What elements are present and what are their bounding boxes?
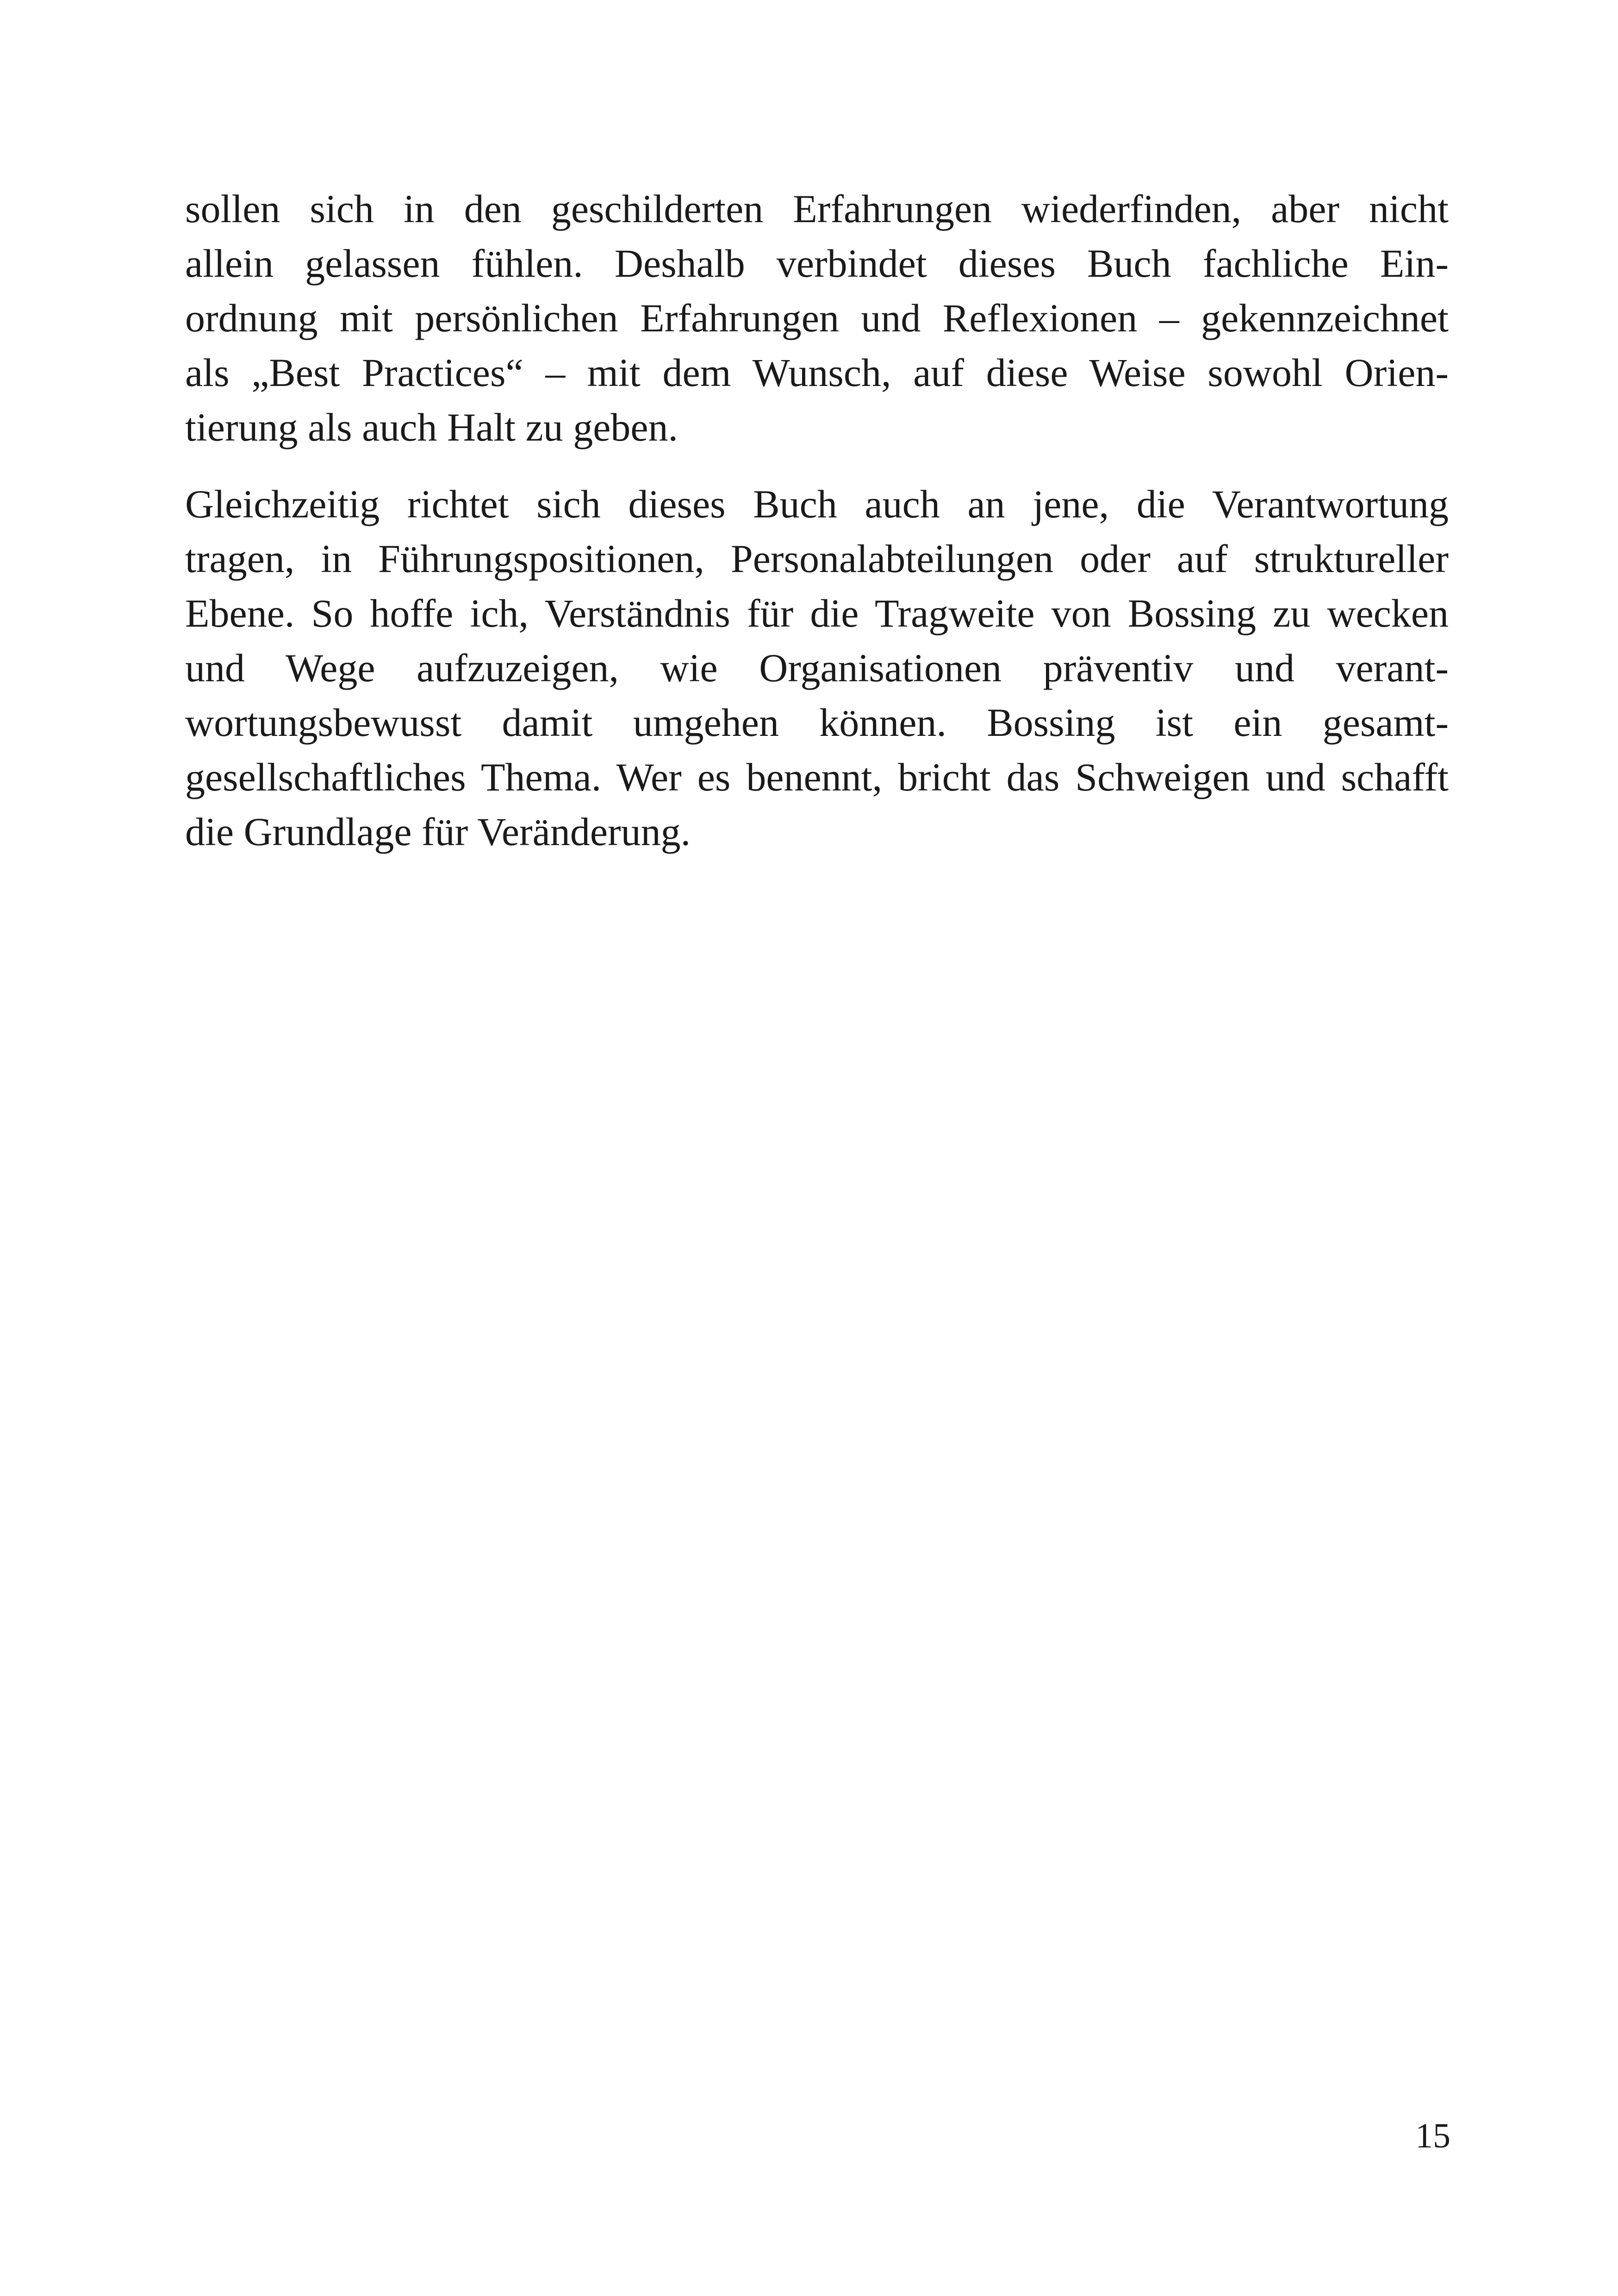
- paragraph-2: [185, 477, 1449, 859]
- text-line: wortungsbewusst damit umgehen können. Bossing ist ein gesamt-: [185, 700, 1449, 745]
- text-line: allein gelassen fühlen. Deshalb verbindet dieses Buch fachliche Ein-: [185, 241, 1449, 286]
- text-line: Ebene. So hoffe ich, Verständnis für die Tragweite von Bossing zu wecken: [185, 591, 1449, 635]
- text-line: und Wege aufzuzeigen, wie Organisationen präventiv und verant-: [185, 646, 1449, 690]
- text-line: sollen sich in den geschilderten Erfahrungen wiederfinden, aber nicht: [185, 187, 1449, 231]
- text-line: Gleichzeitig richtet sich dieses Buch auch an jene, die Verantwortung: [185, 482, 1449, 526]
- text-line: als „Best Practices“ – mit dem Wunsch, auf diese Weise sowohl Orien-: [185, 350, 1449, 395]
- text-line: die Grundlage für Veränderung.: [185, 809, 691, 854]
- text-line: tierung als auch Halt zu geben.: [185, 405, 678, 449]
- text-line: tragen, in Führungspositionen, Personalabteilungen oder auf struktureller: [185, 536, 1449, 581]
- text-line: gesellschaftliches Thema. Wer es benennt, bricht das Schweigen und schafft: [185, 755, 1449, 799]
- paragraph-1: [185, 181, 1449, 454]
- page-number: 15: [1415, 2116, 1450, 2155]
- text-line: ordnung mit persönlichen Erfahrungen und Reflexionen – gekennzeichnet: [185, 296, 1449, 340]
- body-text: [185, 181, 1449, 859]
